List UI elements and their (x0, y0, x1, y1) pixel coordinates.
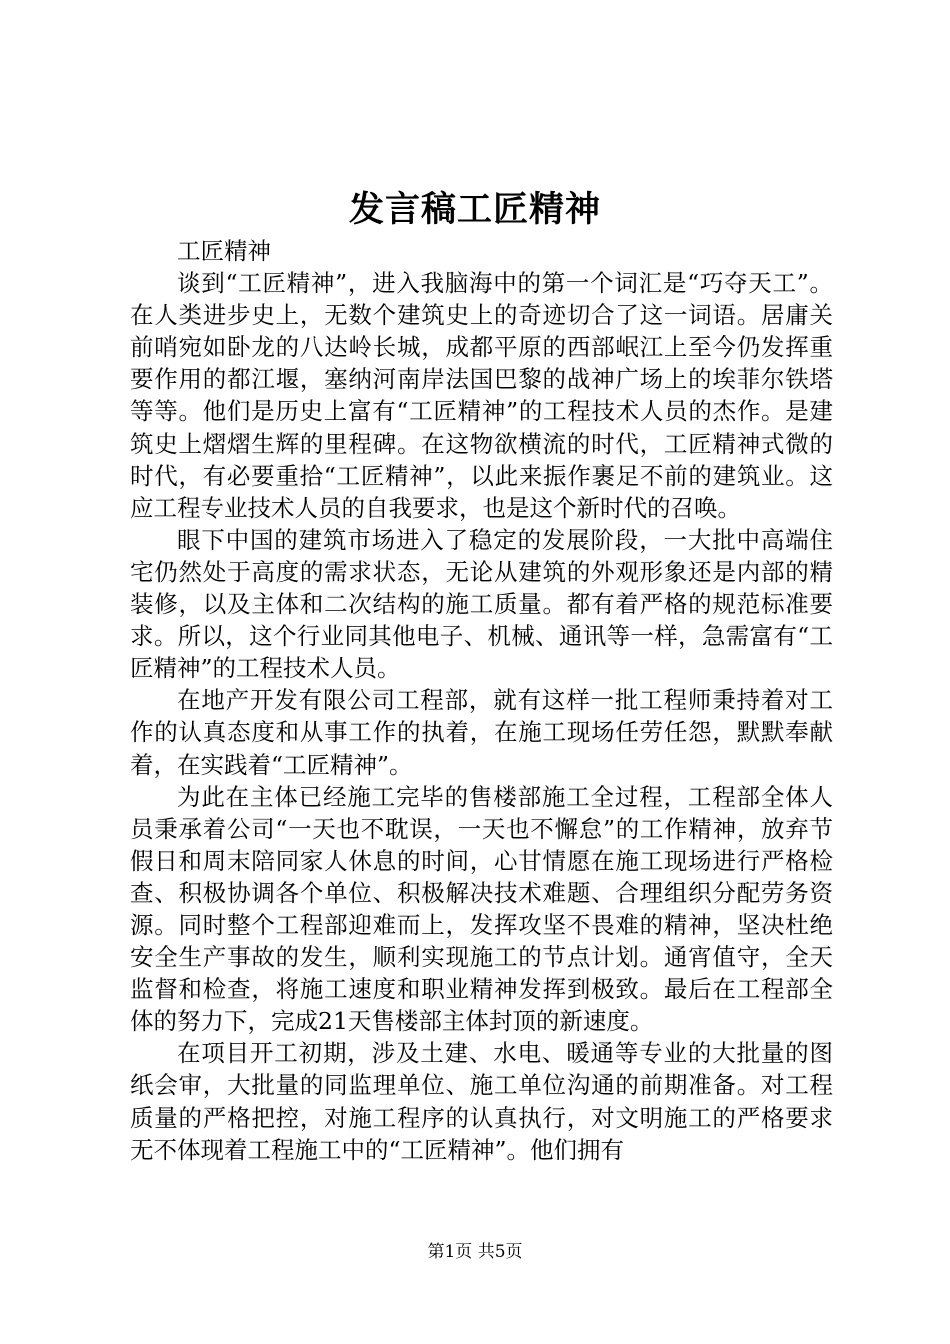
paragraph: 眼下中国的建筑市场进入了稳定的发展阶段，一大批中高端住宅仍然处于高度的需求状态，无论从建筑的外观形象还是内部的精装修，以及主体和二次结构的施工质量。都有着严格的规范标准要求。所以，这个行业同其他电子、机械、通讯等一样，急需富有“工匠精神”的工程技术人员。 (130, 525, 833, 683)
paragraph: 为此在主体已经施工完毕的售楼部施工全过程，工程部全体人员秉承着公司“一天也不耽误，一天也不懈怠”的工作精神，放弃节假日和周末陪同家人休息的时间，心甘情愿在施工现场进行严格检查、积极协调各个单位、积极解决技术难题、合理组织分配劳务资源。同时整个工程部迎难而上，发挥攻坚不畏难的精神，坚决杜绝安全生产事故的发生，顺利实现施工的节点计划。通宵值守，全天监督和检查，将施工速度和职业精神发挥到极致。最后在工程部全体的努力下，完成21天售楼部主体封顶的新速度。 (130, 782, 833, 1036)
page-number-footer: 第1页 共5页 (427, 1242, 523, 1262)
paragraph: 谈到“工匠精神”，进入我脑海中的第一个词汇是“巧夺天工”。在人类进步史上，无数个建筑史上的奇迹切合了这一词语。居庸关前哨宛如卧龙的八达岭长城，成都平原的西部岷江上至今仍发挥重要作用的都江堰，塞纳河南岸法国巴黎的战神广场上的埃菲尔铁塔等等。他们是历史上富有“工匠精神”的工程技术人员的杰作。是建筑史上熠熠生辉的里程碑。在这物欲横流的时代，工匠精神式微的时代，有必要重拾“工匠精神”，以此来振作裹足不前的建筑业。这应工程专业技术人员的自我要求，也是这个新时代的召唤。 (130, 269, 833, 522)
paragraph-heading: 工匠精神 (177, 237, 271, 265)
document-title: 发言稿工匠精神 (348, 189, 601, 230)
document-body (130, 235, 833, 1166)
paragraph: 在项目开工初期，涉及土建、水电、暖通等专业的大批量的图纸会审，大批量的同监理单位、施工单位沟通的前期准备。对工程质量的严格把控，对施工程序的认真执行，对文明施工的严格要求无不体现着工程施工中的“工匠精神”。他们拥有 (130, 1039, 833, 1164)
paragraph: 在地产开发有限公司工程部，就有这样一批工程师秉持着对工作的认真态度和从事工作的执着，在施工现场任劳任怨，默默奉献着，在实践着“工匠精神”。 (130, 686, 833, 779)
